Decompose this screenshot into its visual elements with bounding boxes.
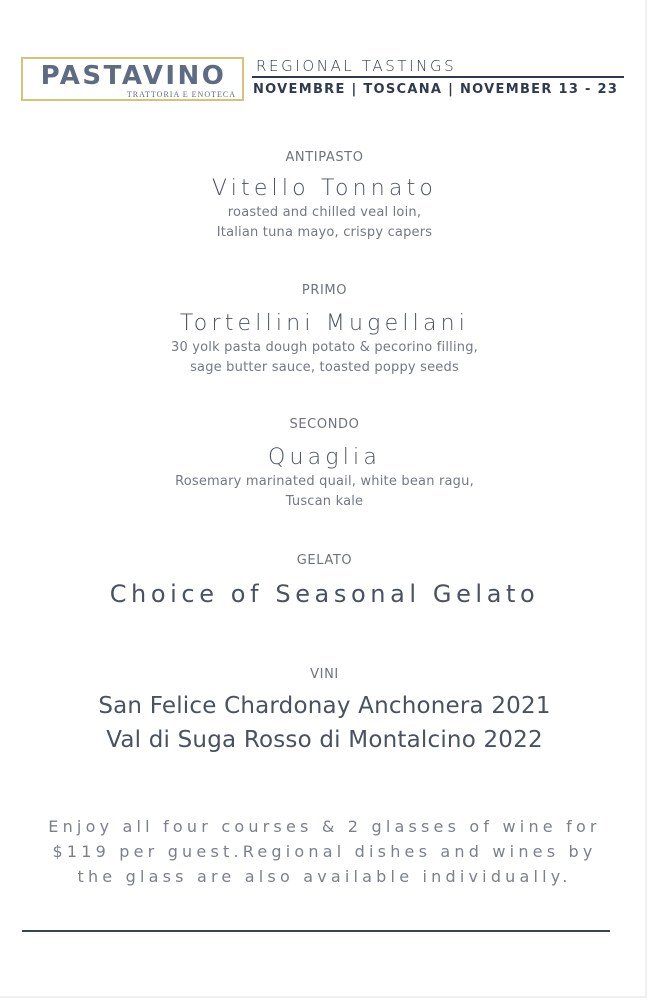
course-label: ANTIPASTO	[285, 150, 364, 165]
course-secondo	[0, 417, 649, 512]
footer-divider	[22, 930, 610, 932]
promo-line: the glass are also available individually.	[77, 867, 572, 886]
wine-item: Val di Suga Rosso di Montalcino 2022	[106, 727, 543, 753]
course-description-line: 30 yolk pasta dough potato & pecorino filling,	[170, 340, 479, 355]
promo-line: Enjoy all four courses & 2 glasses of wine for	[48, 817, 601, 836]
wine-label: VINI	[310, 667, 339, 682]
promo-line: $119 per guest.Regional dishes and wines by	[52, 842, 597, 861]
course-label: PRIMO	[301, 283, 348, 298]
wine-item: San Felice Chardonay Anchonera 2021	[98, 693, 551, 719]
promo-text	[0, 814, 649, 889]
course-description-line: Tuscan kale	[285, 494, 364, 509]
course-title: Tortellini Mugellani	[179, 311, 470, 336]
course-description-line: Italian tuna mayo, crispy capers	[216, 225, 433, 240]
wine-section	[0, 667, 649, 757]
course-label: SECONDO	[289, 417, 360, 432]
course-label: GELATO	[296, 553, 353, 568]
course-gelato	[0, 553, 649, 609]
course-title: Vitello Tonnato	[211, 176, 438, 201]
course-description-line: roasted and chilled veal loin,	[227, 205, 422, 220]
series-title: REGIONAL TASTINGS	[256, 57, 457, 75]
course-title: Quaglia	[267, 445, 382, 470]
logo-tagline: TRATTORIA E ENOTECA	[126, 90, 236, 99]
header-divider	[252, 76, 624, 78]
logo	[21, 57, 244, 101]
course-primo	[0, 283, 649, 378]
course-description-line: Rosemary marinated quail, white bean ragu,	[175, 474, 474, 489]
logo-name: PASTAVINO	[40, 61, 227, 91]
course-antipasto	[0, 150, 649, 243]
course-title: Choice of Seasonal Gelato	[109, 580, 540, 608]
series-detail: NOVEMBRE | TOSCANA | NOVEMBER 13 - 23	[253, 82, 619, 97]
course-description-line: sage butter sauce, toasted poppy seeds	[190, 360, 459, 375]
